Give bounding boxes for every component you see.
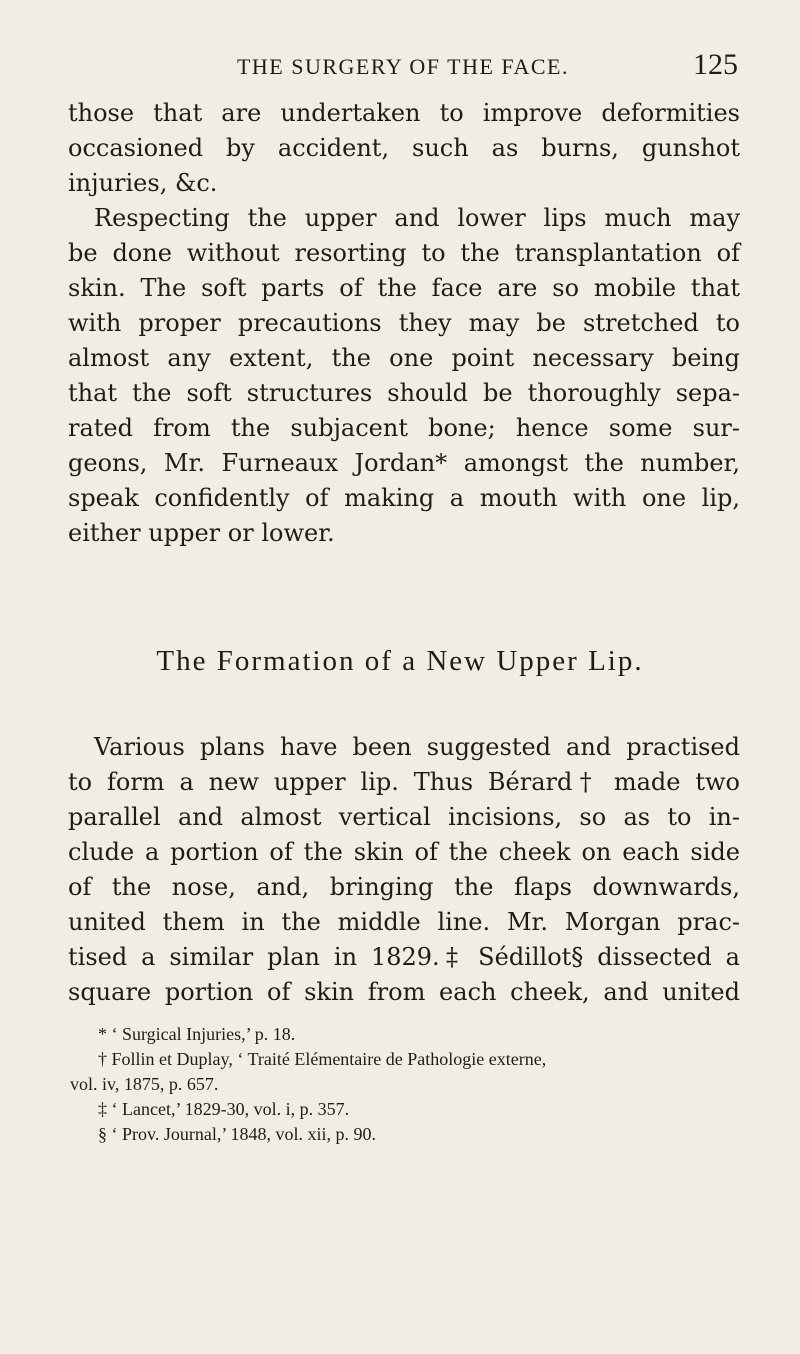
text-line: parallel and almost vertical incisions, so as to in- (68, 803, 740, 831)
footnote: * ‘ Surgical Injuries,’ p. 18. (98, 1024, 296, 1044)
footnote-continuation: vol. iv, 1875, p. 657. (70, 1074, 219, 1094)
footnote: † Follin et Duplay, ‘ Traité Elémentaire de Pathologie externe, (98, 1049, 547, 1069)
text-line: those that are undertaken to improve deformities (68, 99, 740, 127)
text-line: be done without resorting to the transplantation of (68, 239, 740, 267)
text-line: of the nose, and, bringing the flaps downwards, (68, 873, 740, 901)
page-number: 125 (693, 48, 738, 81)
text-line: Various plans have been suggested and practised (94, 733, 740, 761)
paragraph (68, 730, 740, 1010)
text-line: tised a similar plan in 1829.‡ Sédillot§ dissected a (68, 943, 740, 971)
text-line: injuries, &c. (68, 169, 218, 197)
running-title: THE SURGERY OF THE FACE. (236, 54, 569, 79)
paragraph-continuation (68, 96, 740, 551)
text-line: to form a new upper lip. Thus Bérard† made two (68, 768, 740, 796)
text-line: that the soft structures should be thoroughly sepa- (68, 379, 740, 407)
footnote: § ‘ Prov. Journal,’ 1848, vol. xii, p. 90. (98, 1124, 376, 1144)
running-header (68, 50, 738, 90)
text-line: speak confidently of making a mouth with one lip, (68, 484, 740, 512)
section-heading: The Formation of a New Upper Lip. (156, 645, 644, 677)
text-line: almost any extent, the one point necessary being (68, 344, 740, 372)
text-line: either upper or lower. (68, 519, 335, 547)
footnote: ‡ ‘ Lancet,’ 1829-30, vol. i, p. 357. (98, 1099, 350, 1119)
text-line: occasioned by accident, such as burns, gunshot (68, 134, 740, 162)
text-line: clude a portion of the skin of the cheek on each side (68, 838, 740, 866)
text-line: geons, Mr. Furneaux Jordan* amongst the number, (68, 449, 740, 477)
text-line: Respecting the upper and lower lips much may (94, 204, 740, 232)
text-line: skin. The soft parts of the face are so mobile that (68, 274, 740, 302)
text-line: united them in the middle line. Mr. Morgan prac- (68, 908, 740, 936)
text-line: rated from the subjacent bone; hence some sur- (68, 414, 740, 442)
text-line: square portion of skin from each cheek, and united (68, 978, 740, 1006)
text-line: with proper precautions they may be stretched to (68, 309, 740, 337)
footnotes (70, 1022, 740, 1147)
